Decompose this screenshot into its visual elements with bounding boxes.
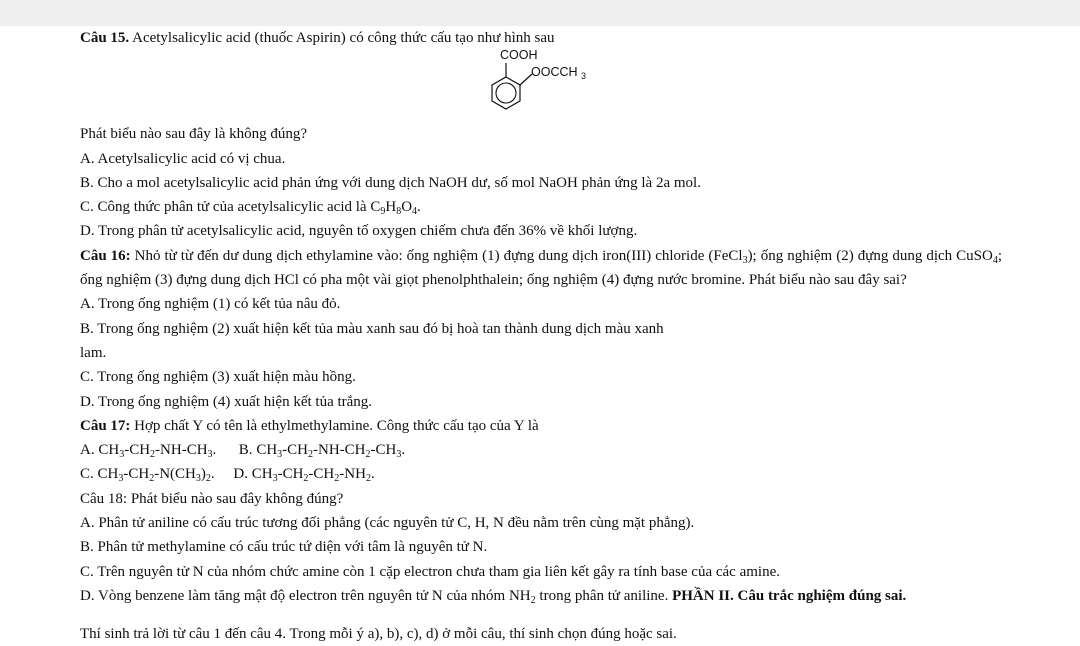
q15-question: Phát biểu nào sau đây là không đúng? — [80, 126, 308, 143]
q18-option-c: C. Trên nguyên tử N của nhóm chức amine còn 1 cặp electron chưa tham gia liên kết gây ra tính base của các amine. — [80, 563, 780, 580]
q16-option-b: B. Trong ống nghiệm (2) xuất hiện kết tủa màu xanh sau đó bị hoà tan thành dung dịch màu xanh — [80, 320, 664, 337]
f: - — [123, 466, 129, 483]
f: - — [282, 442, 288, 459]
f: - — [308, 466, 314, 483]
q15-number: Câu 15. — [80, 30, 130, 46]
f: NH — [344, 466, 366, 483]
q15-stem-text: Acetylsalicylic acid (thuốc Aspirin) có công thức cấu tạo như hình sau — [129, 30, 555, 46]
part-2-heading: PHẦN II. Câu trắc nghiệm đúng sai. — [672, 587, 907, 604]
f: NH — [160, 442, 182, 459]
q15-stem — [80, 26, 1002, 50]
f: CH — [175, 466, 196, 483]
q18-option-d-text: D. Vòng benzene làm tăng mật độ electron trên nguyên tử N của nhóm NH — [80, 587, 531, 604]
formula-part: O — [401, 199, 413, 216]
option-label: A. — [80, 442, 99, 459]
sub: 3 — [119, 449, 125, 461]
oocch-subscript: 3 — [581, 71, 587, 81]
q17-number: Câu 17: — [80, 417, 131, 434]
f: N — [159, 466, 171, 483]
q15-option-b: B. Cho a mol acetylsalicylic acid phản ứng với dung dịch NaOH dư, số mol NaOH phản ứng là 2a mol. — [80, 174, 701, 191]
f: CH — [128, 466, 150, 483]
f: ( — [170, 466, 176, 483]
f: CH — [256, 442, 278, 459]
q15-option-c — [80, 195, 1002, 219]
sub: 4 — [412, 206, 418, 218]
q16-option-c: C. Trong ống nghiệm (3) xuất hiện màu hồng. — [80, 369, 356, 386]
next-line-partial: Thí sinh trả lời từ câu 1 đến câu 4. Trong mỗi ý a), b), c), d) ở mỗi câu, thí sinh chọn đúng hoặc sai. — [80, 626, 677, 642]
sub: 2 — [365, 449, 371, 461]
q18-stem: Câu 18: Phát biểu nào sau đây không đúng? — [80, 490, 344, 507]
q17-option-a — [80, 442, 217, 461]
q18-option-d — [80, 584, 1002, 608]
q17-options-ab — [80, 438, 1002, 462]
sub: 9 — [380, 206, 386, 218]
document-body — [80, 26, 1002, 608]
q15-option-c-text: C. Công thức phân tử của acetylsalicylic acid là C — [80, 199, 381, 216]
f: NH — [318, 442, 340, 459]
f: CH — [251, 466, 273, 483]
q17-option-c — [80, 466, 215, 485]
f: CH — [344, 442, 366, 459]
q16-stem-part: ; ống nghiệm (3) đựng dung dịch HCl có pha một vài giọt phenolphthalein; ống nghiệm (4) đựng nước bromine. Phát biểu nào sau đây sai? — [80, 247, 1003, 289]
f: CH — [313, 466, 335, 483]
q18-option-a: A. Phân tử aniline có cấu trúc tương đối phẳng (các nguyên tử C, H, N đều nằm trên cùng mặt phẳng). — [80, 515, 695, 532]
f: . — [212, 442, 217, 459]
option-label: D. — [233, 466, 252, 483]
f: - — [313, 442, 318, 459]
oocch-label: OOCCH — [531, 65, 578, 79]
sub: 8 — [396, 206, 402, 218]
structure-spacer — [80, 50, 1002, 122]
sub: 3 — [207, 449, 213, 461]
sub: 2 — [308, 449, 313, 461]
f: CH — [287, 442, 308, 459]
q15-option-d: D. Trong phân tử acetylsalicylic acid, nguyên tố oxygen chiếm chưa đến 36% về khối lượng. — [80, 223, 638, 240]
sub: 2 — [303, 473, 309, 485]
formula-part: H — [385, 199, 397, 216]
sub: 3 — [195, 473, 201, 485]
f: - — [181, 442, 187, 459]
sub: 2 — [530, 594, 536, 606]
q17-options-cd — [80, 462, 1002, 486]
sub: 2 — [205, 473, 211, 485]
q17-stem-text: Hợp chất Y có tên là ethylmethylamine. Công thức cấu tạo của Y là — [130, 417, 539, 434]
f: CH — [98, 442, 120, 459]
q17-option-d — [233, 466, 375, 485]
sub: 2 — [334, 473, 340, 485]
f: ) — [200, 466, 206, 483]
sub: 3 — [396, 449, 402, 461]
option-label: C. — [80, 466, 98, 483]
q17-option-b — [238, 442, 406, 461]
option-label: B. — [238, 442, 257, 459]
f: - — [277, 466, 283, 483]
q16-stem-part: Nhỏ từ từ đến dư dung dịch ethylamine vào: ống nghiệm (1) đựng dung dịch iron(III) chloride (FeCl — [130, 247, 743, 264]
f: CH — [186, 442, 208, 459]
q16-stem — [80, 244, 1002, 293]
f: CH — [375, 442, 397, 459]
sub: 3 — [742, 254, 748, 266]
sub: 2 — [149, 473, 155, 485]
f: . — [210, 466, 215, 483]
q16-stem-part: ); ống nghiệm (2) đựng dung dịch CuSO — [747, 247, 993, 264]
f: - — [370, 442, 376, 459]
f: . — [370, 466, 375, 483]
sub: 3 — [277, 449, 283, 461]
f: CH — [282, 466, 304, 483]
f: . — [401, 442, 406, 459]
f: - — [124, 442, 130, 459]
f: - — [155, 442, 161, 459]
q15-option-a: A. Acetylsalicylic acid có vị chua. — [80, 150, 286, 167]
sub: 3 — [118, 473, 124, 485]
formula-part: . — [417, 199, 421, 216]
q16-option-a: A. Trong ống nghiệm (1) có kết tủa nâu đỏ. — [80, 296, 341, 313]
sub: 4 — [992, 254, 998, 266]
f: - — [339, 442, 345, 459]
f: - — [339, 466, 345, 483]
cooh-label: COOH — [500, 48, 538, 62]
q18-option-b: B. Phân tử methylamine có cấu trúc tứ diện với tâm là nguyên tử N. — [80, 539, 488, 556]
sub: 2 — [150, 449, 156, 461]
q16-option-b-cont: lam. — [80, 344, 107, 361]
f: CH — [129, 442, 151, 459]
q18-option-d-text: trong phân tử aniline. — [535, 587, 673, 604]
q17-stem — [80, 414, 1002, 438]
sub: 2 — [365, 473, 371, 485]
f: - — [154, 466, 160, 483]
f: CH — [97, 466, 119, 483]
top-bar — [0, 0, 1080, 26]
q16-number: Câu 16: — [80, 247, 131, 264]
q16-option-d: D. Trong ống nghiệm (4) xuất hiện kết tủa trắng. — [80, 393, 373, 410]
sub: 3 — [272, 473, 278, 485]
